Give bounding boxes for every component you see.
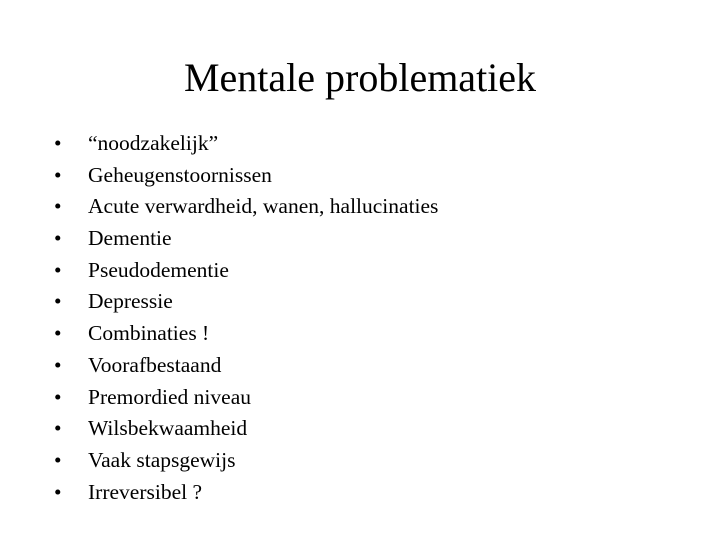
bullet-icon: • — [54, 257, 62, 282]
list-item-text: Vaak stapsgewijs — [88, 447, 236, 472]
list-item-text: Acute verwardheid, wanen, hallucinaties — [88, 194, 439, 219]
bullet-icon: • — [54, 384, 62, 409]
slide-title: Mentale problematiek — [183, 55, 537, 100]
list-item-text: “noodzakelijk” — [88, 131, 219, 155]
bullet-icon: • — [54, 321, 62, 346]
bullet-icon: • — [54, 416, 62, 441]
list-item-text: Pseudodementie — [88, 257, 229, 282]
list-item-text: Dementie — [88, 226, 172, 251]
bullet-icon: • — [54, 162, 62, 187]
bullet-icon: • — [54, 447, 62, 472]
list-item-text: Geheugenstoornissen — [88, 162, 272, 187]
bullet-icon: • — [54, 131, 62, 155]
bullet-icon: • — [54, 226, 62, 251]
list-item-text: Depressie — [88, 289, 173, 314]
list-item-text: Voorafbestaand — [88, 352, 222, 377]
bullet-icon: • — [54, 289, 62, 314]
list-item-text: Wilsbekwaamheid — [88, 416, 248, 441]
list-item-text: Combinaties ! — [88, 321, 210, 346]
list-item-text: Premordied niveau — [88, 384, 251, 409]
bullet-icon: • — [54, 352, 62, 377]
bullet-icon: • — [54, 479, 62, 504]
list-item-text: Irreversibel ? — [88, 479, 202, 504]
bullet-icon: • — [54, 194, 62, 219]
